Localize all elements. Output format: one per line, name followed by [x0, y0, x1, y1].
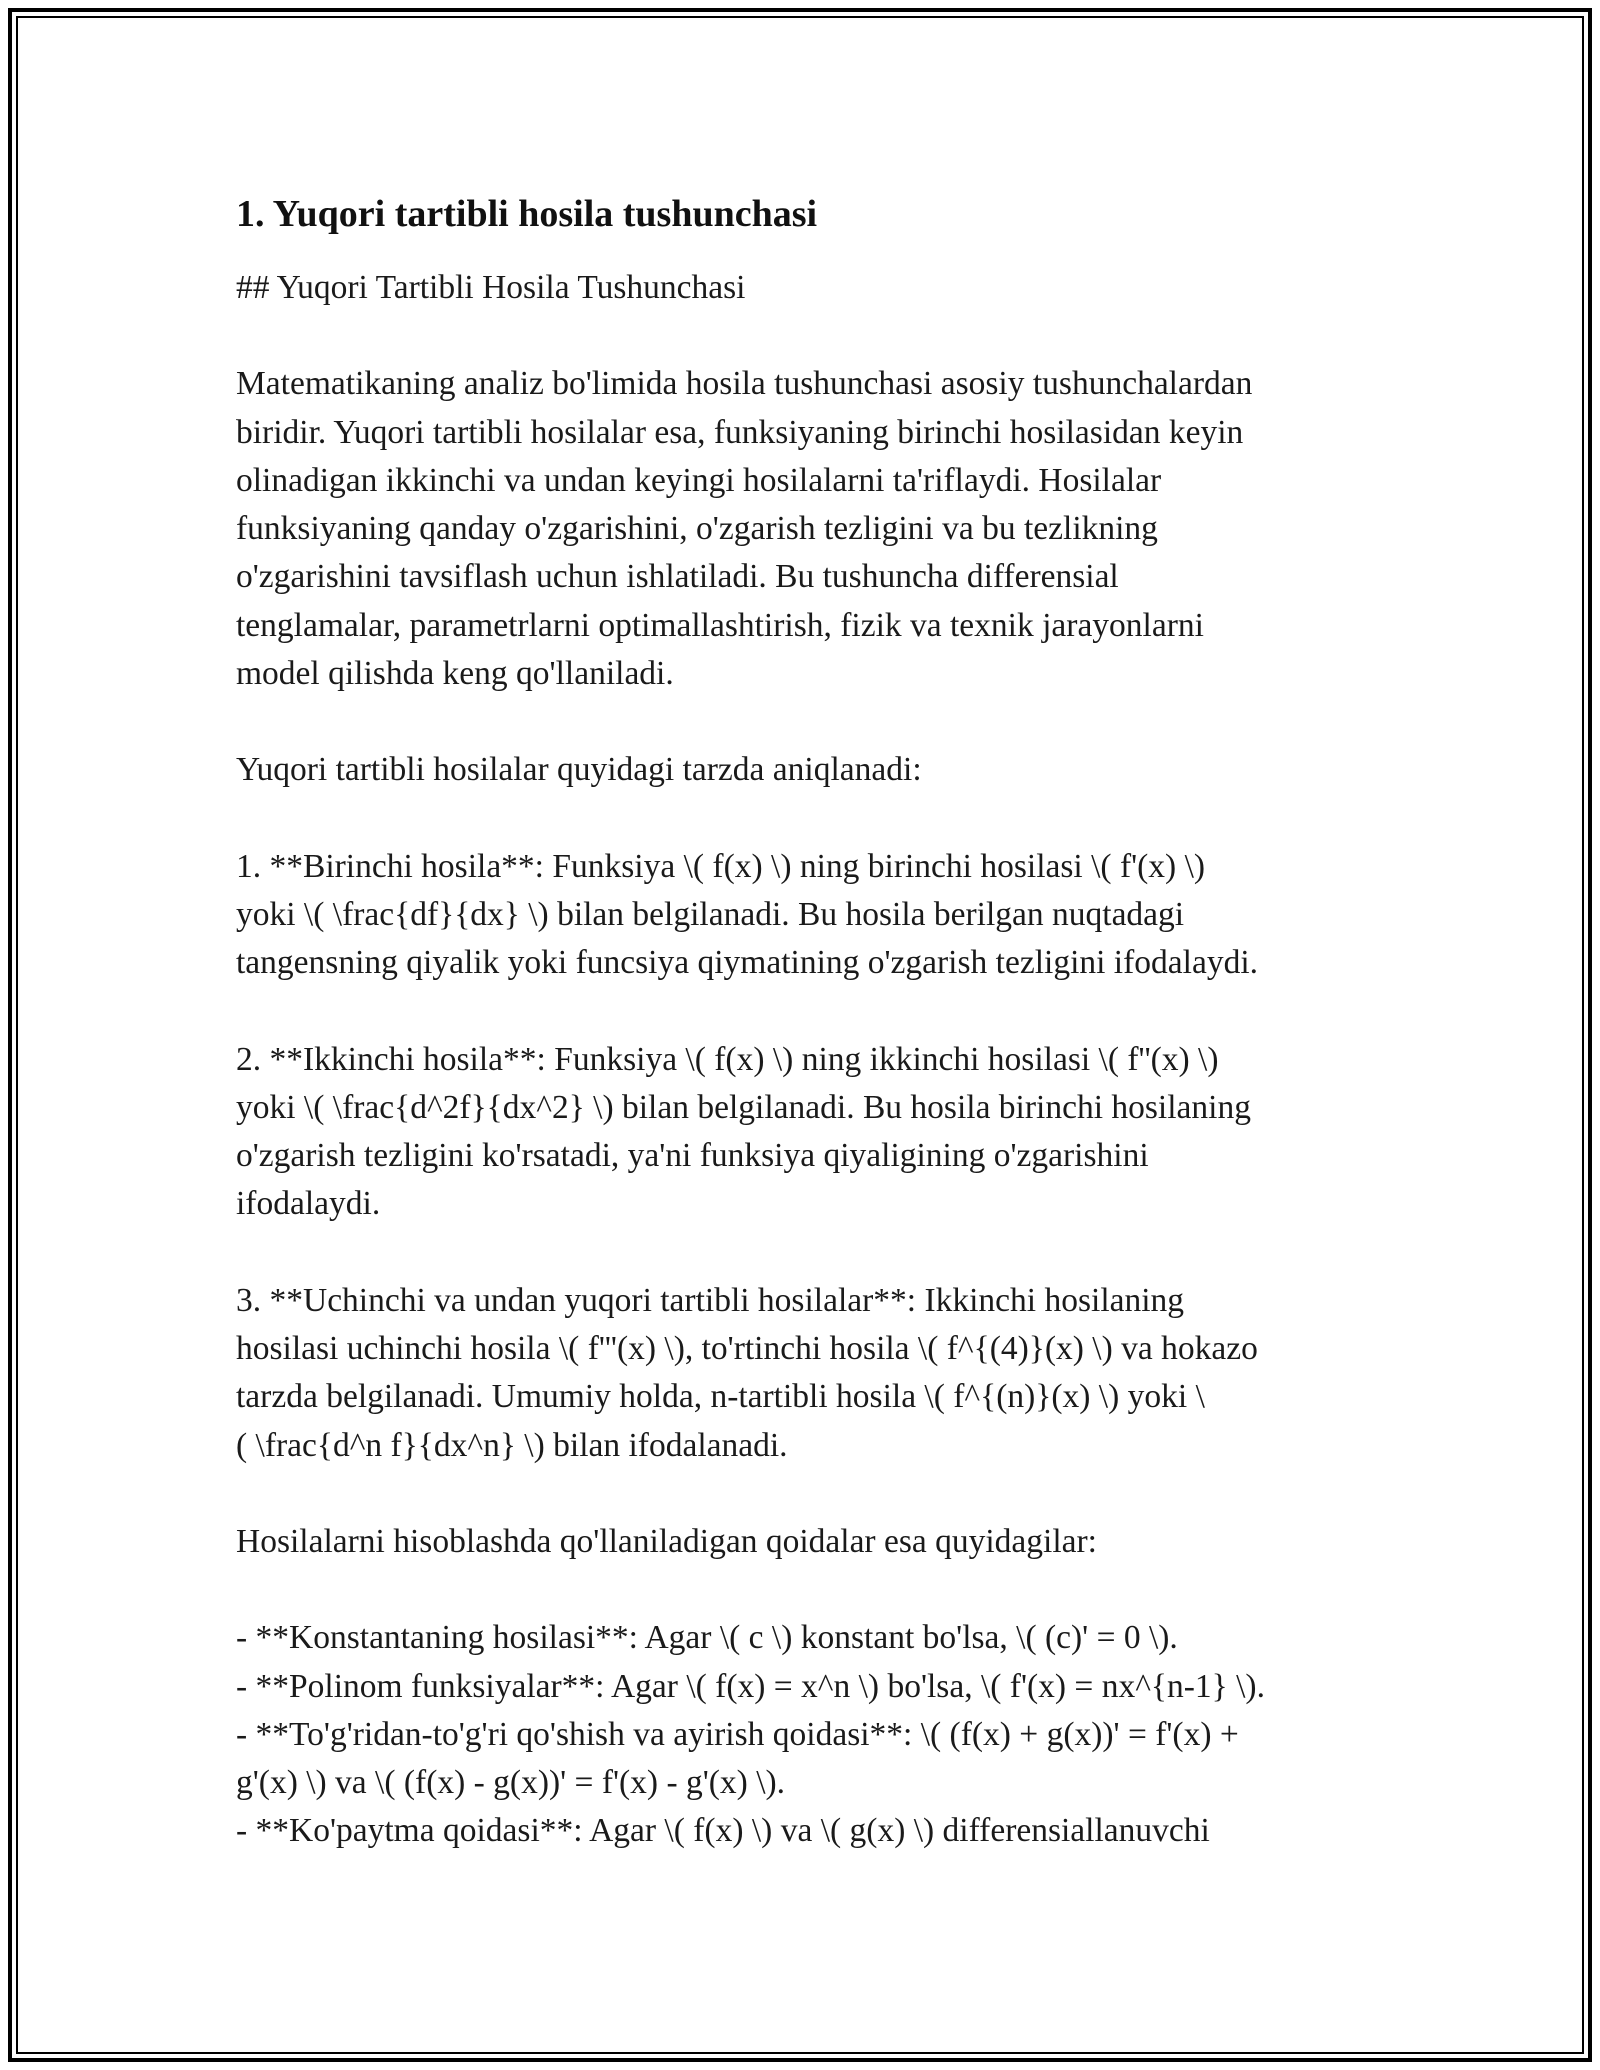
second-derivative-item: 2. **Ikkinchi hosila**: Funksiya \( f(x) \) ning ikkinchi hosilasi \( f''(x) \) yoki \( \frac{d^2f}{dx^2} \) bilan belgilanadi. Bu hosila birinchi hosilaning o'zgarish tezligini ko'rsatadi, ya'ni funksiya qiyaligining o'zgarishini ifodalaydi. — [236, 1040, 1251, 1223]
rules-list: - **Konstantaning hosilasi**: Agar \( c \) konstant bo'lsa, \( (c)' = 0 \). - **Polinom funksiyalar**: Agar \( f(x) = x^n \) bo'lsa, \( f'(x) = nx^{n-1} \). - **To'g'ridan-to'g'ri qo'shish va ayirish qoidasi**: \( (f(x) + g(x))' = f'(x) + g'(x) \) va \( (f(x) - g(x))' = f'(x) - g'(x) \). - **Ko'paytma qoidasi**: Agar \( f(x) \) va \( g(x) \) differensiallanuvchi — [236, 1619, 1265, 1850]
document-title: 1. Yuqori tartibli hosila tushunchasi — [236, 193, 818, 235]
definition-lead-paragraph: Yuqori tartibli hosilalar quyidagi tarzda aniqlanadi: — [236, 751, 922, 789]
markdown-subheading: ## Yuqori Tartibli Hosila Tushunchasi — [236, 269, 746, 306]
intro-paragraph: Matematikaning analiz bo'limida hosila tushunchasi asosiy tushunchalardan biridir. Yuqori tartibli hosilalar esa, funksiyaning birinchi hosilasidan keyin olinadigan ikkinchi va undan keyingi hosilalarni ta'riflaydi. Hosilalar funksiyaning qanday o'zgarishini, o'zgarish tezligini va bu tezlikning o'zgarishini tavsiflash uchun ishlatiladi. Bu tushuncha differensial tenglamalar, parametrlarni optimallashtirish, fizik va texnik jarayonlarni model qilishda keng qo'llaniladi. — [236, 365, 1253, 693]
first-derivative-item: 1. **Birinchi hosila**: Funksiya \( f(x) \) ning birinchi hosilasi \( f'(x) \) yoki \( \frac{df}{dx} \) bilan belgilanadi. Bu hosila berilgan nuqtadagi tangensning qiyalik yoki funcsiya qiymatining o'zgarish tezligini ifodalaydi. — [236, 847, 1258, 982]
higher-derivative-item: 3. **Uchinchi va undan yuqori tartibli hosilalar**: Ikkinchi hosilaning hosilasi uchinchi hosila \( f'''(x) \), to'rtinchi hosila \( f^{(4)}(x) \) va hokazo tarzda belgilanadi. Umumiy holda, n-tartibli hosila \( f^{(n)}(x) \) yoki \ ( \frac{d^n f}{dx^n} \) bilan ifodalanadi. — [236, 1281, 1258, 1464]
rules-lead-paragraph: Hosilalarni hisoblashda qo'llaniladigan qoidalar esa quyidagilar: — [236, 1522, 1097, 1560]
document-body — [236, 186, 1386, 1856]
